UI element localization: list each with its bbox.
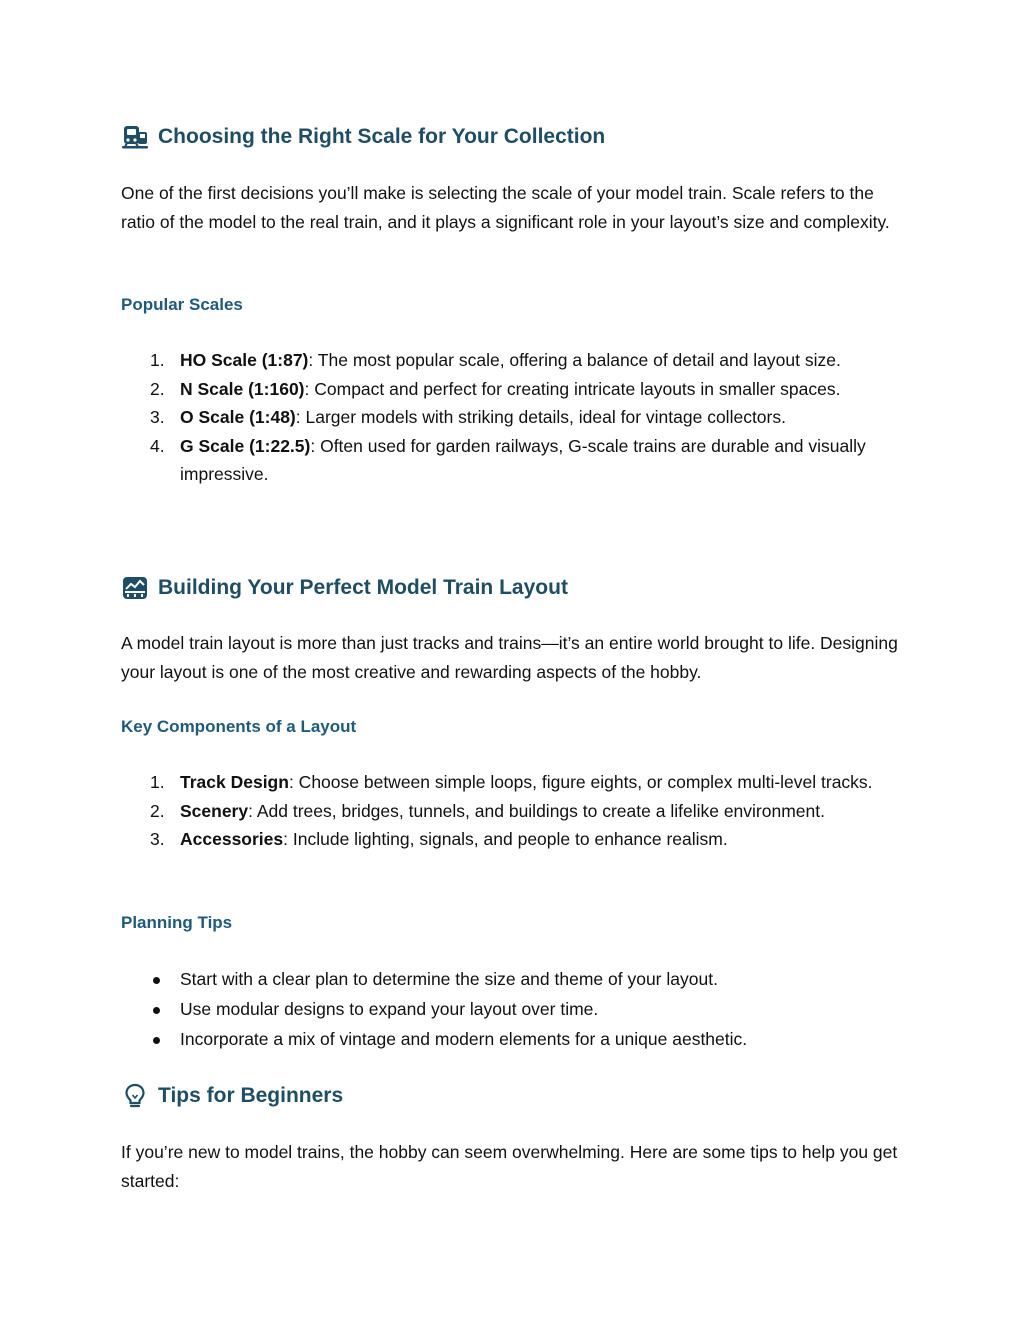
section-heading-layout	[121, 574, 568, 602]
list-item: Use modular designs to expand your layout over time.	[121, 995, 911, 1024]
section-intro: If you’re new to model trains, the hobby can seem overwhelming. Here are some tips to help you get started:	[121, 1142, 898, 1191]
section-heading-text: Tips for Beginners	[158, 1084, 344, 1107]
section-intro: One of the first decisions you’ll make is selecting the scale of your model train. Scale refers to the ratio of the model to the real train, and it plays a significant role in your layout’s size and complexity.	[121, 183, 890, 232]
section-heading-text: Choosing the Right Scale for Your Collection	[158, 125, 606, 148]
list-item: 1. Track Design: Choose between simple loops, figure eights, or complex multi-level tracks.	[150, 772, 873, 792]
list-item: Start with a clear plan to determine the size and theme of your layout.	[121, 965, 911, 994]
list-item: 1. HO Scale (1:87): The most popular scale, offering a balance of detail and layout size.	[150, 350, 841, 370]
lightbulb-icon	[121, 1082, 149, 1110]
subheading-key-components: Key Components of a Layout	[121, 717, 357, 736]
section-heading-scale	[121, 123, 605, 151]
section-intro: A model train layout is more than just tracks and trains—it’s an entire world brought to life. Designing your layout is one of the most creative and rewarding aspects of the hobby.	[121, 633, 898, 682]
subheading-popular-scales: Popular Scales	[121, 295, 243, 314]
components-list	[121, 768, 911, 854]
section-heading-beginners	[121, 1082, 343, 1110]
list-item: 3. Accessories: Include lighting, signals, and people to enhance realism.	[150, 829, 728, 849]
list-item: 2. N Scale (1:160): Compact and perfect for creating intricate layouts in smaller spaces.	[150, 378, 841, 399]
bullet-icon	[153, 977, 160, 984]
train-icon	[121, 123, 149, 151]
list-item: 4. G Scale (1:22.5): Often used for garden railways, G-scale trains are durable and visually impressive.	[150, 435, 866, 484]
planning-tips-list	[121, 965, 911, 1055]
railway-track-icon	[121, 574, 149, 602]
section-heading-text: Building Your Perfect Model Train Layout	[158, 576, 568, 599]
subheading-planning-tips: Planning Tips	[121, 913, 233, 932]
bullet-icon	[153, 1037, 160, 1044]
list-item: 2. Scenery: Add trees, bridges, tunnels, and buildings to create a lifelike environment.	[150, 800, 825, 821]
list-item: 3. O Scale (1:48): Larger models with striking details, ideal for vintage collectors.	[150, 407, 786, 427]
bullet-icon	[153, 1007, 160, 1014]
scale-list	[121, 346, 911, 489]
list-item: Incorporate a mix of vintage and modern elements for a unique aesthetic.	[121, 1025, 911, 1054]
